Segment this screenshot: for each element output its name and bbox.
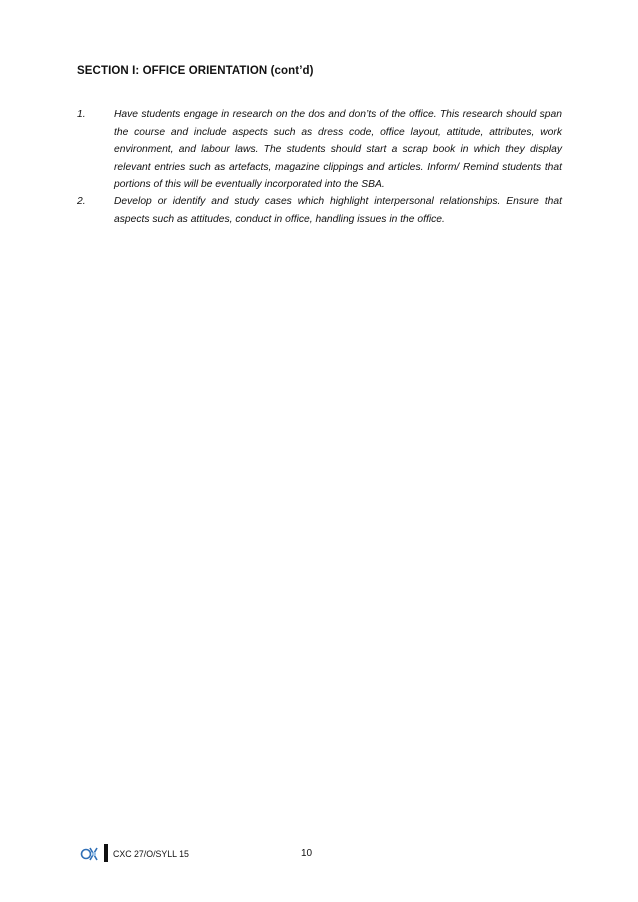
page-number: 10 [301, 848, 313, 859]
list-item [77, 106, 562, 194]
page-footer [80, 842, 380, 864]
list-item-number: 1. [77, 109, 86, 120]
list-item-number: 2. [77, 196, 86, 207]
list-item-text: Have students engage in research on the dos and don’ts of the office. This research should span the course and include aspects such as dress code, office layout, attitude, attributes, work environment, and labour laws. The students should start a scrap book in which they display relevant entries such as artefacts, magazine clippings and articles. Inform/ Remind students that portions of this will be eventually incorporated into the SBA. [114, 109, 562, 191]
cxc-logo-icon [80, 844, 100, 864]
section-heading: SECTION I: OFFICE ORIENTATION (cont’d) [77, 65, 314, 77]
footer-divider [104, 844, 108, 862]
list-item-text: Develop or identify and study cases which highlight interpersonal relationships. Ensure that aspects such as attitudes, conduct in office, handling issues in the office. [114, 196, 562, 225]
list-item [77, 193, 562, 228]
syllabus-code: CXC 27/O/SYLL 15 [113, 849, 189, 859]
